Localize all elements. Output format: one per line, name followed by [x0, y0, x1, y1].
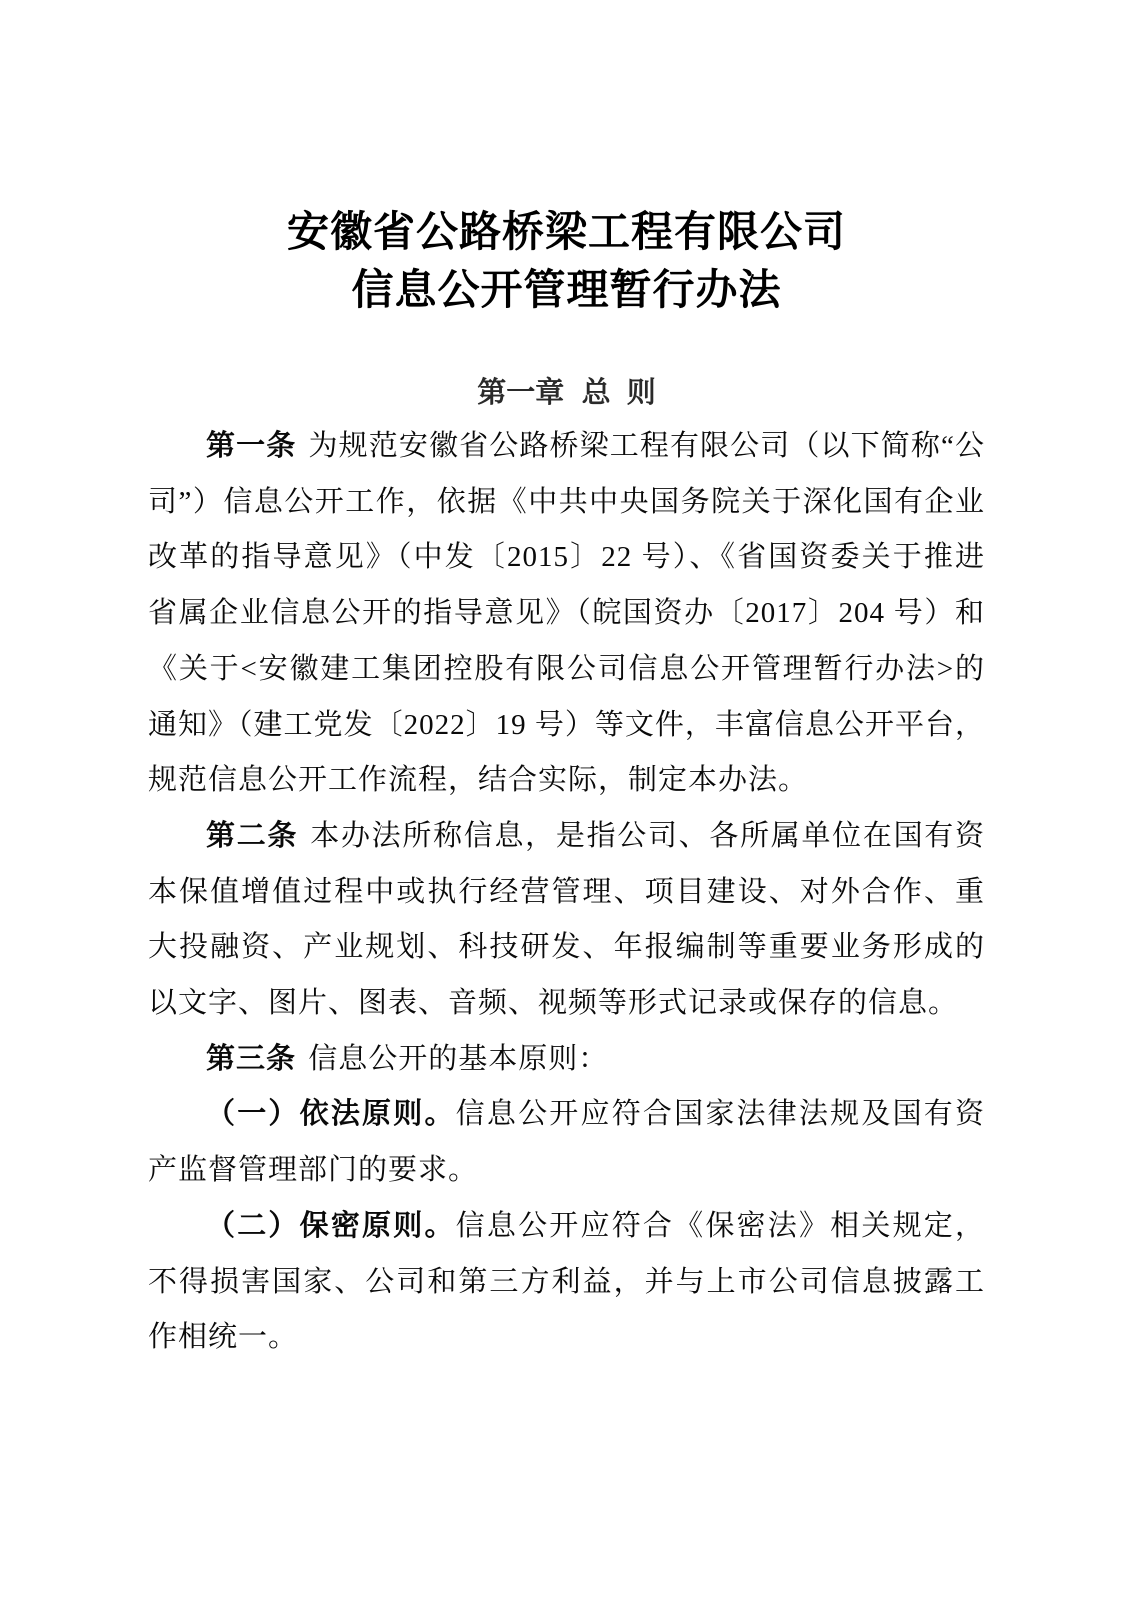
principle-2-lead: （二）保密原则。 — [206, 1209, 456, 1242]
chapter-heading — [148, 373, 985, 414]
document-body — [148, 419, 985, 1366]
document-title — [148, 204, 985, 320]
article-3-lead: 第三条 — [206, 1042, 297, 1075]
chapter-name: 总 则 — [581, 377, 656, 409]
article-2-lead: 第二条 — [206, 819, 299, 852]
principle-2-text: 信息公开应符合《保密法》相关规定，不得损害国家、公司和第三方利益，并与上市公司信息披露工作相统一。 — [148, 1209, 985, 1354]
chapter-number: 第一章 — [477, 377, 565, 409]
paragraph-principle-1 — [148, 1087, 985, 1198]
title-line-1: 安徽省公路桥梁工程有限公司 — [286, 210, 846, 256]
paragraph-article-3 — [148, 1032, 985, 1088]
paragraph-article-1 — [148, 419, 985, 809]
paragraph-principle-2 — [148, 1199, 985, 1366]
principle-1-text: 信息公开应符合国家法律法规及国有资产监督管理部门的要求。 — [148, 1098, 985, 1187]
paragraph-article-2 — [148, 809, 985, 1032]
title-line-2: 信息公开管理暂行办法 — [351, 268, 782, 314]
article-3-text: 信息公开的基本原则： — [308, 1042, 609, 1075]
article-1-text: 为规范安徽省公路桥梁工程有限公司（以下简称“公司”）信息公开工作，依据《中共中央国务院关于深化国有企业改革的指导意见》（中发〔2015〕22 号）、《省国资委关于推进省属企业信息公开的指导意见》（皖国资办〔2017〕204 号）和《关于<安徽建工集团控股有限公司信息公开管理暂行办法>的通知》（建工党发〔2022〕19 号）等文件，丰富信息公开平台，规范信息公开工作流程，结合实际，制定本办法。 — [148, 430, 985, 797]
principle-1-lead: （一）依法原则。 — [206, 1098, 456, 1131]
article-2-text: 本办法所称信息，是指公司、各所属单位在国有资本保值增值过程中或执行经营管理、项目建设、对外合作、重大投融资、产业规划、科技研发、年报编制等重要业务形成的以文字、图片、图表、音频、视频等形式记录或保存的信息。 — [148, 819, 985, 1020]
article-1-lead: 第一条 — [206, 430, 297, 462]
